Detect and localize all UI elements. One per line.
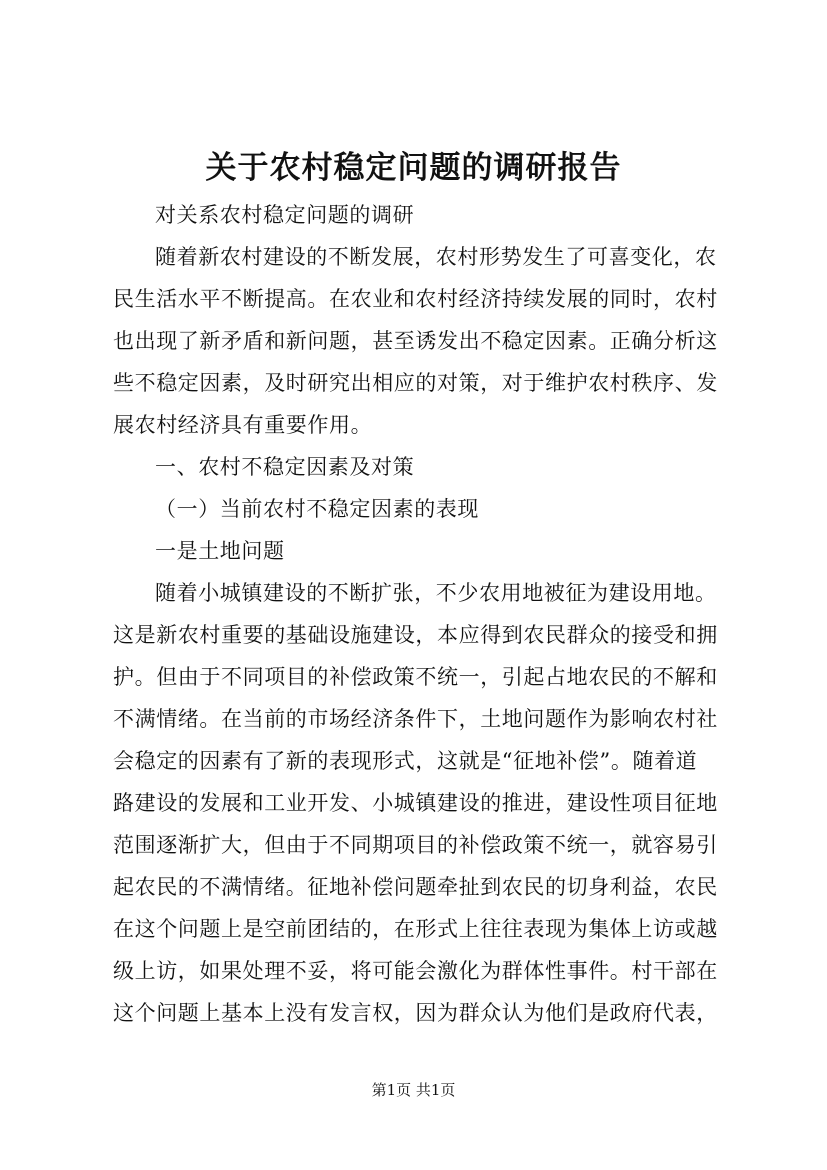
section-heading: 一、农村不稳定因素及对策 — [155, 455, 415, 479]
subsection-heading: （一）当前农村不稳定因素的表现 — [155, 497, 479, 521]
paragraph-line: 这是新农村重要的基础设施建设，本应得到农民群众的接受和拥 — [113, 623, 718, 647]
paragraph-line: 随着新农村建设的不断发展，农村形势发生了可喜变化，农 — [155, 245, 717, 269]
paragraph-line: 这个问题上基本上没有发言权，因为群众认为他们是政府代表， — [113, 1001, 718, 1025]
paragraph-line: 级上访，如果处理不妥，将可能会激化为群体性事件。村干部在 — [113, 959, 718, 983]
paragraph-line: 随着小城镇建设的不断扩张，不少农用地被征为建设用地。 — [155, 581, 717, 605]
paragraph-line: 在这个问题上是空前团结的，在形式上往往表现为集体上访或越 — [113, 917, 718, 941]
paragraph-line: 护。但由于不同项目的补偿政策不统一，引起占地农民的不解和 — [113, 665, 718, 689]
paragraph-line: 民生活水平不断提高。在农业和农村经济持续发展的同时，农村 — [113, 287, 718, 311]
paragraph-line: 范围逐渐扩大，但由于不同期项目的补偿政策不统一，就容易引 — [113, 833, 718, 857]
paragraph-line: 些不稳定因素，及时研究出相应的对策，对于维护农村秩序、发 — [113, 371, 718, 395]
document-title: 关于农村稳定问题的调研报告 — [205, 150, 622, 186]
paragraph-line: 不满情绪。在当前的市场经济条件下，土地问题作为影响农村社 — [113, 707, 718, 731]
paragraph-line: 展农村经济具有重要作用。 — [113, 413, 373, 437]
paragraph-line: 也出现了新矛盾和新问题，甚至诱发出不稳定因素。正确分析这 — [113, 329, 718, 353]
paragraph-line: 起农民的不满情绪。征地补偿问题牵扯到农民的切身利益，农民 — [113, 875, 718, 899]
paragraph-line: 会稳定的因素有了新的表现形式，这就是“征地补偿”。随着道 — [113, 749, 698, 773]
paragraph-line: 路建设的发展和工业开发、小城镇建设的推进，建设性项目征地 — [113, 791, 718, 815]
document-body — [113, 194, 731, 1034]
item-heading: 一是土地问题 — [155, 539, 285, 563]
subtitle-line: 对关系农村稳定问题的调研 — [155, 203, 415, 227]
page-footer: 第1页 共1页 — [371, 1081, 456, 1099]
